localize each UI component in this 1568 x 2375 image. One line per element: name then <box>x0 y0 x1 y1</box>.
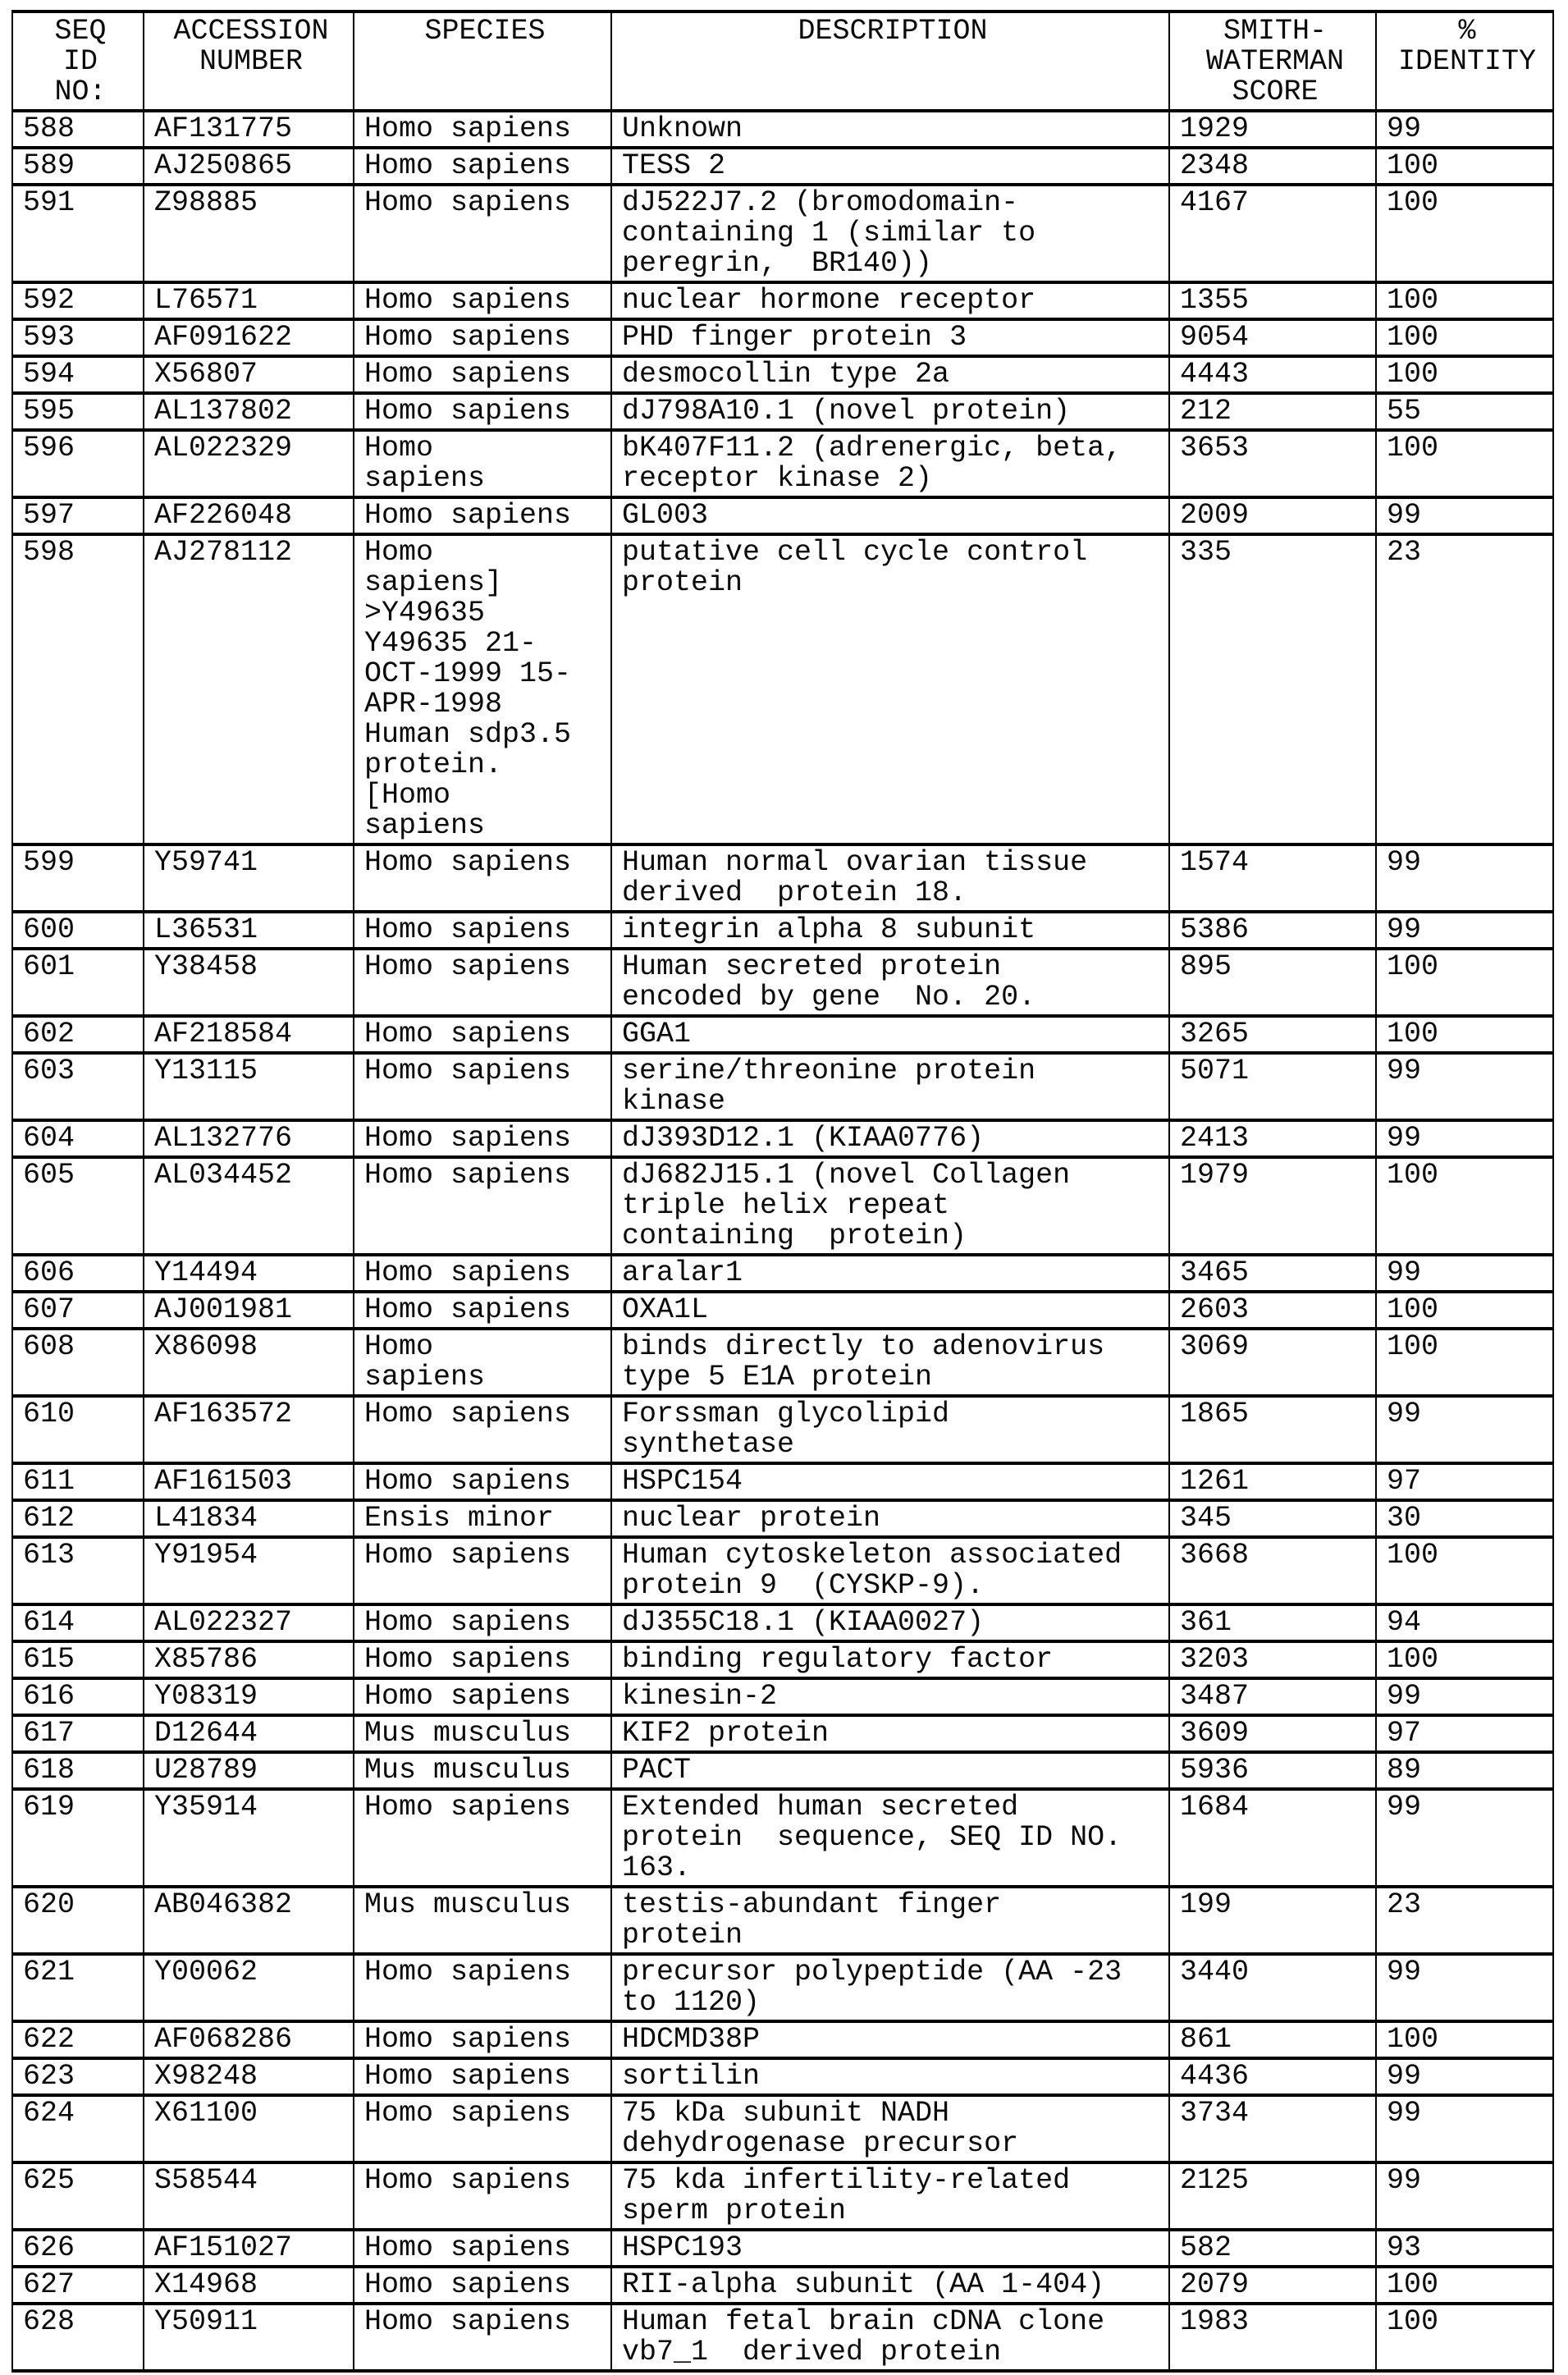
table-row <box>12 1604 1553 1641</box>
cell-seq-id: 610 <box>12 1396 144 1463</box>
cell-description: binds directly to adenovirus type 5 E1A protein <box>611 1329 1169 1396</box>
cell-identity: 100 <box>1376 1157 1553 1255</box>
table-header <box>12 11 1553 111</box>
cell-seq-id: 599 <box>12 844 144 912</box>
cell-species: Homo sapiens <box>354 1120 611 1157</box>
cell-score: 1684 <box>1169 1789 1376 1887</box>
cell-identity: 100 <box>1376 1537 1553 1604</box>
cell-seq-id: 611 <box>12 1463 144 1500</box>
table-row <box>12 2267 1553 2304</box>
cell-description: testis-abundant finger protein <box>611 1887 1169 1954</box>
cell-seq-id: 592 <box>12 282 144 319</box>
cell-accession: AF163572 <box>144 1396 354 1463</box>
cell-score: 345 <box>1169 1500 1376 1537</box>
cell-seq-id: 624 <box>12 2095 144 2162</box>
table-row <box>12 1053 1553 1120</box>
cell-species: Homo sapiens <box>354 1954 611 2021</box>
cell-accession: L76571 <box>144 282 354 319</box>
header-row <box>12 11 1553 111</box>
cell-description: TESS 2 <box>611 148 1169 185</box>
cell-identity: 99 <box>1376 111 1553 148</box>
cell-species: Homo sapiens <box>354 1678 611 1715</box>
cell-accession: AJ278112 <box>144 534 354 844</box>
cell-species: Homo sapiens <box>354 1604 611 1641</box>
cell-identity: 23 <box>1376 1887 1553 1954</box>
cell-accession: D12644 <box>144 1715 354 1752</box>
column-header-seq-id: SEQ ID NO: <box>12 11 144 111</box>
cell-score: 895 <box>1169 949 1376 1016</box>
cell-score: 3734 <box>1169 2095 1376 2162</box>
cell-description: HSPC193 <box>611 2230 1169 2267</box>
cell-accession: L41834 <box>144 1500 354 1537</box>
cell-seq-id: 597 <box>12 497 144 534</box>
cell-description: dJ682J15.1 (novel Collagen triple helix repeat containing protein) <box>611 1157 1169 1255</box>
cell-accession: AL022327 <box>144 1604 354 1641</box>
table-row <box>12 430 1553 497</box>
cell-identity: 100 <box>1376 2267 1553 2304</box>
cell-identity: 99 <box>1376 1120 1553 1157</box>
table-body <box>12 111 1553 2371</box>
cell-score: 5071 <box>1169 1053 1376 1120</box>
cell-seq-id: 596 <box>12 430 144 497</box>
cell-identity: 100 <box>1376 1292 1553 1329</box>
cell-identity: 99 <box>1376 1789 1553 1887</box>
table-row <box>12 1789 1553 1887</box>
cell-seq-id: 619 <box>12 1789 144 1887</box>
table-row <box>12 185 1553 282</box>
cell-description: precursor polypeptide (AA -23 to 1120) <box>611 1954 1169 2021</box>
table-row <box>12 912 1553 949</box>
table-row <box>12 1537 1553 1604</box>
cell-description: HDCMD38P <box>611 2021 1169 2058</box>
cell-accession: L36531 <box>144 912 354 949</box>
cell-identity: 100 <box>1376 356 1553 393</box>
cell-description: binding regulatory factor <box>611 1641 1169 1678</box>
cell-species: Homo sapiens <box>354 2230 611 2267</box>
cell-seq-id: 608 <box>12 1329 144 1396</box>
cell-accession: S58544 <box>144 2162 354 2230</box>
cell-species: Homo sapiens <box>354 1537 611 1604</box>
cell-score: 861 <box>1169 2021 1376 2058</box>
cell-description: dJ522J7.2 (bromodomain- containing 1 (similar to peregrin, BR140)) <box>611 185 1169 282</box>
table-row <box>12 1678 1553 1715</box>
cell-species: Homo sapiens <box>354 1396 611 1463</box>
cell-seq-id: 617 <box>12 1715 144 1752</box>
cell-seq-id: 613 <box>12 1537 144 1604</box>
cell-description: putative cell cycle control protein <box>611 534 1169 844</box>
cell-identity: 100 <box>1376 1329 1553 1396</box>
cell-description: Human normal ovarian tissue derived protein 18. <box>611 844 1169 912</box>
cell-accession: Y08319 <box>144 1678 354 1715</box>
cell-description: serine/threonine protein kinase <box>611 1053 1169 1120</box>
cell-accession: AJ250865 <box>144 148 354 185</box>
cell-species: Mus musculus <box>354 1887 611 1954</box>
cell-description: OXA1L <box>611 1292 1169 1329</box>
column-header-description: DESCRIPTION <box>611 11 1169 111</box>
cell-species: Homo sapiens <box>354 2304 611 2371</box>
cell-score: 335 <box>1169 534 1376 844</box>
column-header-species: SPECIES <box>354 11 611 111</box>
cell-score: 3203 <box>1169 1641 1376 1678</box>
cell-seq-id: 615 <box>12 1641 144 1678</box>
cell-description: 75 kda infertility-related sperm protein <box>611 2162 1169 2230</box>
cell-species: Homo sapiens <box>354 356 611 393</box>
cell-description: dJ393D12.1 (KIAA0776) <box>611 1120 1169 1157</box>
cell-seq-id: 621 <box>12 1954 144 2021</box>
cell-identity: 99 <box>1376 1255 1553 1292</box>
cell-identity: 55 <box>1376 393 1553 430</box>
table-row <box>12 2162 1553 2230</box>
cell-score: 1574 <box>1169 844 1376 912</box>
cell-accession: Y59741 <box>144 844 354 912</box>
cell-species: Homo sapiens <box>354 2095 611 2162</box>
table-row <box>12 1120 1553 1157</box>
cell-species: Homo sapiens <box>354 1292 611 1329</box>
cell-species: Homo sapiens <box>354 1329 611 1396</box>
cell-accession: X14968 <box>144 2267 354 2304</box>
cell-accession: Y13115 <box>144 1053 354 1120</box>
cell-identity: 97 <box>1376 1715 1553 1752</box>
cell-identity: 100 <box>1376 430 1553 497</box>
cell-identity: 100 <box>1376 185 1553 282</box>
cell-seq-id: 588 <box>12 111 144 148</box>
cell-accession: AL034452 <box>144 1157 354 1255</box>
cell-accession: U28789 <box>144 1752 354 1789</box>
cell-seq-id: 589 <box>12 148 144 185</box>
cell-description: Human fetal brain cDNA clone vb7_1 derived protein <box>611 2304 1169 2371</box>
cell-identity: 94 <box>1376 1604 1553 1641</box>
cell-species: Mus musculus <box>354 1752 611 1789</box>
cell-seq-id: 605 <box>12 1157 144 1255</box>
cell-seq-id: 600 <box>12 912 144 949</box>
cell-seq-id: 601 <box>12 949 144 1016</box>
cell-species: Homo sapiens <box>354 111 611 148</box>
cell-species: Homo sapiens <box>354 1789 611 1887</box>
cell-accession: AJ001981 <box>144 1292 354 1329</box>
cell-description: dJ798A10.1 (novel protein) <box>611 393 1169 430</box>
cell-species: Homo sapiens <box>354 185 611 282</box>
cell-description: RII-alpha subunit (AA 1-404) <box>611 2267 1169 2304</box>
cell-score: 9054 <box>1169 319 1376 356</box>
cell-species: Homo sapiens <box>354 1463 611 1500</box>
column-header-score: SMITH- WATERMAN SCORE <box>1169 11 1376 111</box>
cell-seq-id: 616 <box>12 1678 144 1715</box>
cell-species: Ensis minor <box>354 1500 611 1537</box>
table-row <box>12 1016 1553 1053</box>
cell-accession: X56807 <box>144 356 354 393</box>
cell-species: Homo sapiens <box>354 1255 611 1292</box>
cell-description: dJ355C18.1 (KIAA0027) <box>611 1604 1169 1641</box>
cell-score: 1355 <box>1169 282 1376 319</box>
cell-accession: X98248 <box>144 2058 354 2095</box>
table-row <box>12 2058 1553 2095</box>
cell-identity: 100 <box>1376 1641 1553 1678</box>
cell-description: GL003 <box>611 497 1169 534</box>
table-row <box>12 356 1553 393</box>
cell-score: 1983 <box>1169 2304 1376 2371</box>
cell-score: 212 <box>1169 393 1376 430</box>
cell-species: Mus musculus <box>354 1715 611 1752</box>
cell-species: Homo sapiens <box>354 2058 611 2095</box>
cell-accession: Z98885 <box>144 185 354 282</box>
table-row <box>12 1157 1553 1255</box>
cell-identity: 99 <box>1376 912 1553 949</box>
cell-identity: 30 <box>1376 1500 1553 1537</box>
cell-seq-id: 618 <box>12 1752 144 1789</box>
cell-description: PACT <box>611 1752 1169 1789</box>
cell-score: 361 <box>1169 1604 1376 1641</box>
cell-score: 4167 <box>1169 185 1376 282</box>
cell-seq-id: 622 <box>12 2021 144 2058</box>
cell-species: Homo sapiens <box>354 949 611 1016</box>
cell-description: bK407F11.2 (adrenergic, beta, receptor kinase 2) <box>611 430 1169 497</box>
cell-species: Homo sapiens <box>354 282 611 319</box>
cell-seq-id: 607 <box>12 1292 144 1329</box>
cell-accession: AF218584 <box>144 1016 354 1053</box>
cell-species: Homo sapiens <box>354 148 611 185</box>
table-row <box>12 1500 1553 1537</box>
table-row <box>12 2304 1553 2371</box>
table-row <box>12 534 1553 844</box>
cell-seq-id: 627 <box>12 2267 144 2304</box>
table-row <box>12 1255 1553 1292</box>
table-row <box>12 1463 1553 1500</box>
cell-accession: AB046382 <box>144 1887 354 1954</box>
cell-seq-id: 604 <box>12 1120 144 1157</box>
table-row <box>12 1329 1553 1396</box>
cell-score: 2079 <box>1169 2267 1376 2304</box>
cell-score: 199 <box>1169 1887 1376 1954</box>
cell-seq-id: 623 <box>12 2058 144 2095</box>
cell-seq-id: 628 <box>12 2304 144 2371</box>
cell-accession: Y00062 <box>144 1954 354 2021</box>
column-header-identity: % IDENTITY <box>1376 11 1553 111</box>
cell-score: 4436 <box>1169 2058 1376 2095</box>
cell-identity: 99 <box>1376 2058 1553 2095</box>
cell-description: nuclear protein <box>611 1500 1169 1537</box>
cell-description: PHD finger protein 3 <box>611 319 1169 356</box>
cell-accession: Y35914 <box>144 1789 354 1887</box>
cell-accession: Y38458 <box>144 949 354 1016</box>
cell-score: 3265 <box>1169 1016 1376 1053</box>
cell-score: 1261 <box>1169 1463 1376 1500</box>
cell-description: HSPC154 <box>611 1463 1169 1500</box>
cell-score: 3465 <box>1169 1255 1376 1292</box>
table-row <box>12 111 1553 148</box>
cell-identity: 99 <box>1376 1396 1553 1463</box>
cell-identity: 93 <box>1376 2230 1553 2267</box>
cell-score: 3653 <box>1169 430 1376 497</box>
cell-species: Homo sapiens <box>354 844 611 912</box>
sequence-alignment-table <box>11 10 1554 2373</box>
cell-seq-id: 591 <box>12 185 144 282</box>
cell-accession: X86098 <box>144 1329 354 1396</box>
cell-identity: 99 <box>1376 497 1553 534</box>
cell-accession: AF131775 <box>144 111 354 148</box>
cell-identity: 89 <box>1376 1752 1553 1789</box>
table-row <box>12 1396 1553 1463</box>
cell-description: KIF2 protein <box>611 1715 1169 1752</box>
cell-seq-id: 598 <box>12 534 144 844</box>
cell-description: Unknown <box>611 111 1169 148</box>
cell-accession: AL132776 <box>144 1120 354 1157</box>
cell-description: kinesin-2 <box>611 1678 1169 1715</box>
column-header-accession: ACCESSION NUMBER <box>144 11 354 111</box>
cell-seq-id: 620 <box>12 1887 144 1954</box>
cell-seq-id: 625 <box>12 2162 144 2230</box>
cell-description: sortilin <box>611 2058 1169 2095</box>
cell-accession: X61100 <box>144 2095 354 2162</box>
cell-description: nuclear hormone receptor <box>611 282 1169 319</box>
cell-description: Extended human secreted protein sequence, SEQ ID NO. 163. <box>611 1789 1169 1887</box>
cell-score: 3668 <box>1169 1537 1376 1604</box>
cell-score: 1929 <box>1169 111 1376 148</box>
cell-score: 2413 <box>1169 1120 1376 1157</box>
cell-identity: 99 <box>1376 844 1553 912</box>
cell-species: Homo sapiens <box>354 2162 611 2230</box>
table-row <box>12 2021 1553 2058</box>
cell-score: 2009 <box>1169 497 1376 534</box>
cell-accession: AF091622 <box>144 319 354 356</box>
cell-identity: 100 <box>1376 319 1553 356</box>
cell-identity: 100 <box>1376 2021 1553 2058</box>
table-row <box>12 1715 1553 1752</box>
cell-identity: 100 <box>1376 148 1553 185</box>
cell-species: Homo sapiens <box>354 2267 611 2304</box>
cell-accession: AF151027 <box>144 2230 354 2267</box>
cell-description: Human secreted protein encoded by gene No. 20. <box>611 949 1169 1016</box>
cell-score: 5936 <box>1169 1752 1376 1789</box>
table-row <box>12 949 1553 1016</box>
cell-description: 75 kDa subunit NADH dehydrogenase precursor <box>611 2095 1169 2162</box>
cell-score: 3487 <box>1169 1678 1376 1715</box>
cell-score: 5386 <box>1169 912 1376 949</box>
cell-description: Forssman glycolipid synthetase <box>611 1396 1169 1463</box>
cell-species: Homo sapiens <box>354 1053 611 1120</box>
table-row <box>12 2230 1553 2267</box>
cell-identity: 23 <box>1376 534 1553 844</box>
cell-accession: AF068286 <box>144 2021 354 2058</box>
cell-identity: 100 <box>1376 2304 1553 2371</box>
cell-score: 1979 <box>1169 1157 1376 1255</box>
cell-species: Homo sapiens <box>354 393 611 430</box>
cell-seq-id: 602 <box>12 1016 144 1053</box>
table-row <box>12 148 1553 185</box>
cell-accession: Y50911 <box>144 2304 354 2371</box>
cell-identity: 100 <box>1376 282 1553 319</box>
cell-species: Homo sapiens <box>354 319 611 356</box>
cell-description: desmocollin type 2a <box>611 356 1169 393</box>
cell-species: Homo sapiens] >Y49635 Y49635 21- OCT-1999 15- APR-1998 Human sdp3.5 protein. [Homo sapiens <box>354 534 611 844</box>
cell-description: Human cytoskeleton associated protein 9 (CYSKP-9). <box>611 1537 1169 1604</box>
cell-identity: 99 <box>1376 1954 1553 2021</box>
table-row <box>12 1752 1553 1789</box>
table-row <box>12 282 1553 319</box>
cell-species: Homo sapiens <box>354 1641 611 1678</box>
cell-score: 3440 <box>1169 1954 1376 2021</box>
cell-accession: AL022329 <box>144 430 354 497</box>
cell-score: 3609 <box>1169 1715 1376 1752</box>
cell-score: 3069 <box>1169 1329 1376 1396</box>
table-row <box>12 393 1553 430</box>
table-row <box>12 1641 1553 1678</box>
cell-accession: AF161503 <box>144 1463 354 1500</box>
cell-identity: 99 <box>1376 1053 1553 1120</box>
cell-score: 2125 <box>1169 2162 1376 2230</box>
cell-score: 582 <box>1169 2230 1376 2267</box>
table-row <box>12 497 1553 534</box>
cell-accession: X85786 <box>144 1641 354 1678</box>
cell-description: GGA1 <box>611 1016 1169 1053</box>
cell-description: aralar1 <box>611 1255 1169 1292</box>
cell-accession: Y91954 <box>144 1537 354 1604</box>
cell-seq-id: 603 <box>12 1053 144 1120</box>
cell-species: Homo sapiens <box>354 1157 611 1255</box>
cell-accession: AF226048 <box>144 497 354 534</box>
cell-seq-id: 626 <box>12 2230 144 2267</box>
table-row <box>12 2095 1553 2162</box>
cell-score: 4443 <box>1169 356 1376 393</box>
table-row <box>12 1954 1553 2021</box>
cell-seq-id: 594 <box>12 356 144 393</box>
cell-seq-id: 606 <box>12 1255 144 1292</box>
cell-seq-id: 612 <box>12 1500 144 1537</box>
cell-seq-id: 614 <box>12 1604 144 1641</box>
table-row <box>12 319 1553 356</box>
cell-score: 2603 <box>1169 1292 1376 1329</box>
table-row <box>12 1887 1553 1954</box>
table-row <box>12 1292 1553 1329</box>
cell-description: integrin alpha 8 subunit <box>611 912 1169 949</box>
cell-species: Homo sapiens <box>354 2021 611 2058</box>
cell-species: Homo sapiens <box>354 912 611 949</box>
cell-seq-id: 593 <box>12 319 144 356</box>
cell-identity: 100 <box>1376 1016 1553 1053</box>
cell-accession: Y14494 <box>144 1255 354 1292</box>
cell-identity: 97 <box>1376 1463 1553 1500</box>
cell-score: 1865 <box>1169 1396 1376 1463</box>
cell-accession: AL137802 <box>144 393 354 430</box>
cell-seq-id: 595 <box>12 393 144 430</box>
cell-score: 2348 <box>1169 148 1376 185</box>
cell-identity: 99 <box>1376 2095 1553 2162</box>
table-row <box>12 844 1553 912</box>
cell-species: Homo sapiens <box>354 1016 611 1053</box>
cell-species: Homo sapiens <box>354 430 611 497</box>
cell-identity: 99 <box>1376 1678 1553 1715</box>
cell-species: Homo sapiens <box>354 497 611 534</box>
cell-identity: 100 <box>1376 949 1553 1016</box>
cell-identity: 99 <box>1376 2162 1553 2230</box>
